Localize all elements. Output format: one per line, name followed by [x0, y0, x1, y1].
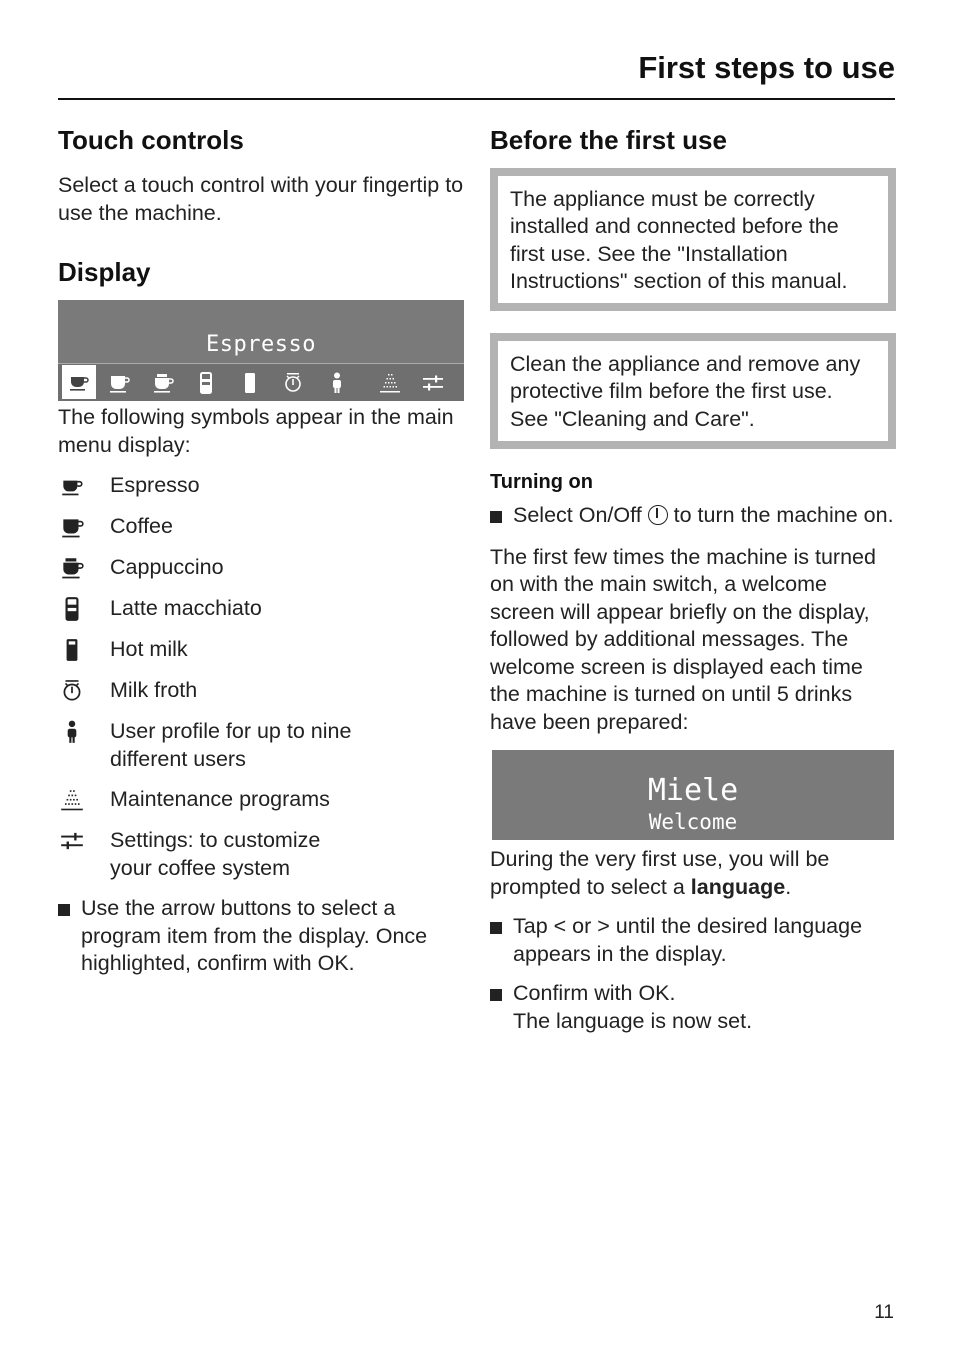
- espresso-icon: [58, 472, 92, 500]
- notice-cleaning: [490, 333, 896, 449]
- page-number: 11: [874, 1302, 894, 1323]
- display-icon-row: [58, 363, 464, 401]
- display-maintenance-icon: [373, 368, 407, 398]
- display-cappuccino-icon: [146, 368, 180, 398]
- display-espresso-icon: [62, 365, 96, 399]
- turning-on-heading: Turning on: [490, 471, 593, 494]
- welcome-screen: [492, 750, 894, 840]
- header-rule: [58, 98, 895, 100]
- display-hot-milk-icon: [233, 368, 267, 398]
- language-step-1-text: Tap < or > until the desired language appears in the display.: [513, 914, 863, 966]
- symbol-label: Coffee: [110, 514, 173, 538]
- display-heading: Display: [58, 257, 151, 287]
- notice-cleaning-text: Clean the appliance and remove any protective film before the first use. See "Cleaning and Care".: [510, 352, 861, 431]
- user-profile-icon: [58, 718, 92, 746]
- symbol-label: User profile for up to nine different users: [110, 719, 352, 771]
- coffee-icon: [58, 513, 92, 541]
- left-column: [58, 125, 464, 978]
- bullet-square-icon: [58, 904, 70, 916]
- display-user-profile-icon: [320, 368, 354, 398]
- symbol-label: Espresso: [110, 473, 200, 497]
- first-use-paragraph: During the very first use, you will be prompted to select a language.: [490, 847, 830, 899]
- display-screen: [58, 300, 464, 400]
- symbol-item: [58, 786, 464, 814]
- language-step-1: [490, 913, 896, 968]
- display-bullet-text: Use the arrow buttons to select a program item from the display. Once highlighted, confirm with OK.: [81, 896, 428, 975]
- notice-installation-text: The appliance must be correctly installed and connected before the first use. See the "Installation Instructions" section of this manual.: [510, 187, 848, 293]
- symbol-item: [58, 827, 464, 882]
- bullet-square-icon: [490, 511, 502, 523]
- welcome-paragraph: The first few times the machine is turned on with the main switch, a welcome screen will appear briefly on the display, followed by additional messages. The welcome screen is displayed each time the machine is turned on until 5 drinks have been prepared:: [490, 544, 876, 734]
- display-screen-title: Espresso: [206, 332, 316, 357]
- turning-on-bullet: [490, 502, 896, 530]
- display-milk-froth-icon: [276, 368, 310, 398]
- display-intro: The following symbols appear in the main menu display:: [58, 405, 454, 457]
- symbol-label: Milk froth: [110, 678, 198, 702]
- symbol-item: [58, 472, 464, 500]
- welcome-text: Welcome: [648, 810, 738, 835]
- welcome-brand: Miele: [647, 773, 739, 809]
- touch-controls-heading: Touch controls: [58, 125, 244, 155]
- turning-on-bullet-text: Select On/Off to turn the machine on.: [513, 503, 894, 528]
- symbol-label: Hot milk: [110, 637, 188, 661]
- cappuccino-icon: [58, 554, 92, 582]
- language-step-2-text: Confirm with OK. The language is now set.: [513, 981, 753, 1033]
- milk-froth-icon: [58, 677, 92, 705]
- symbol-list: [58, 472, 464, 882]
- language-step-2: [490, 980, 896, 1035]
- symbol-item: [58, 554, 464, 582]
- display-latte-macchiato-icon: [189, 368, 223, 398]
- symbol-label: Settings: to customize your coffee system: [110, 828, 321, 880]
- power-icon: [648, 505, 668, 525]
- symbol-label: Cappuccino: [110, 555, 224, 579]
- maintenance-icon: [58, 786, 92, 814]
- symbol-label: Latte macchiato: [110, 596, 262, 620]
- display-bullet: [58, 895, 464, 978]
- symbol-item: [58, 513, 464, 541]
- bullet-square-icon: [490, 989, 502, 1001]
- notice-installation: [490, 168, 896, 311]
- display-coffee-icon: [102, 368, 136, 398]
- symbol-label: Maintenance programs: [110, 787, 330, 811]
- symbol-item: [58, 718, 464, 773]
- right-column: [490, 125, 896, 1035]
- display-settings-icon: [416, 368, 450, 398]
- symbol-item: [58, 677, 464, 705]
- symbol-item: [58, 636, 464, 664]
- page-title: First steps to use: [638, 50, 895, 85]
- hot-milk-icon: [58, 636, 92, 664]
- symbol-item: [58, 595, 464, 623]
- bullet-square-icon: [490, 922, 502, 934]
- settings-icon: [58, 827, 92, 855]
- before-first-use-heading: Before the first use: [490, 125, 727, 155]
- touch-controls-text: Select a touch control with your fingertip to use the machine.: [58, 173, 464, 225]
- latte-macchiato-icon: [58, 595, 92, 623]
